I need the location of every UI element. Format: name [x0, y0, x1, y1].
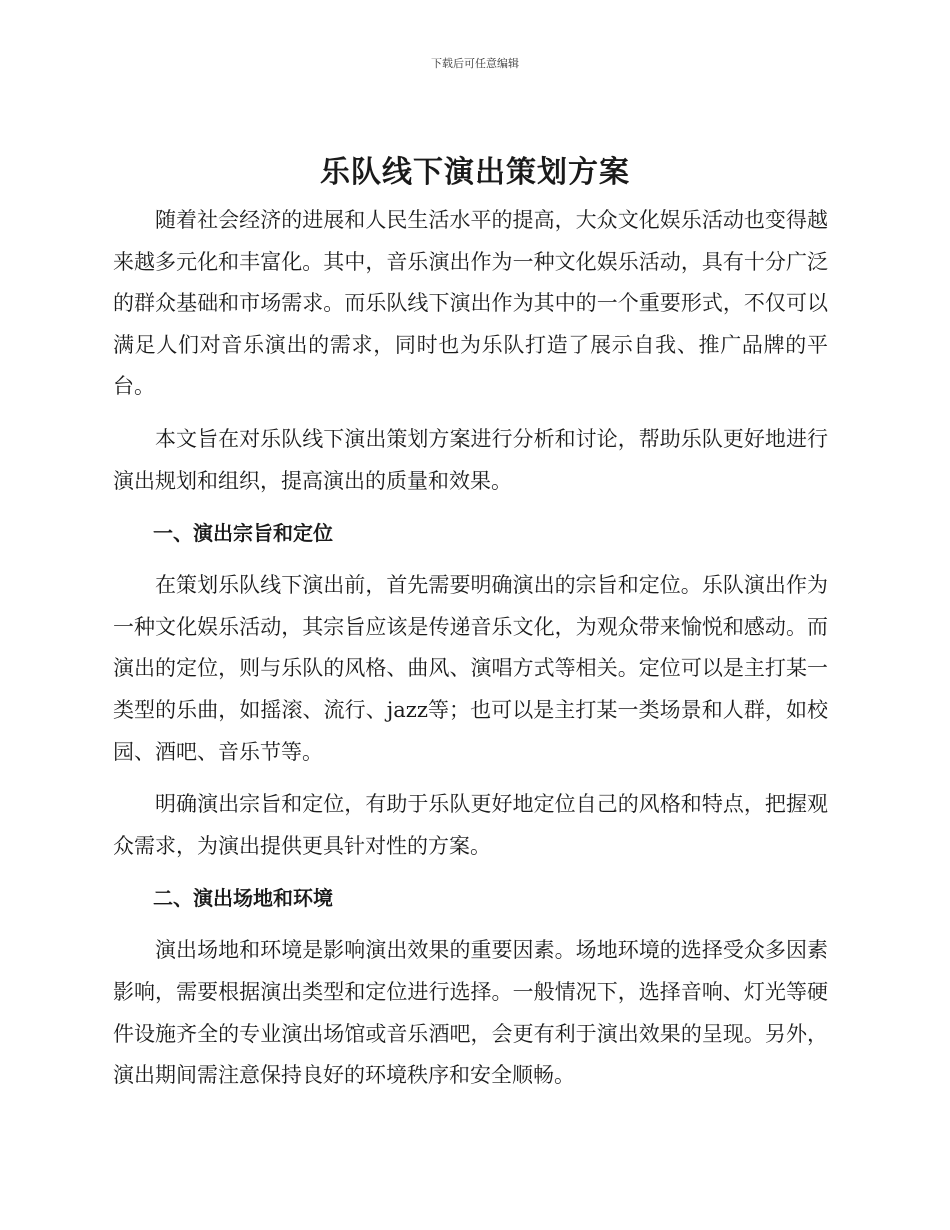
section-heading-venue-environment: 二、演出场地和环境	[153, 886, 333, 911]
document-body	[113, 200, 828, 1108]
document-title: 乐队线下演出策划方案	[320, 155, 630, 190]
section-heading-purpose-positioning: 一、演出宗旨和定位	[153, 521, 333, 546]
paragraph-purpose: 本文旨在对乐队线下演出策划方案进行分析和讨论，帮助乐队更好地进行演出规划和组织，提高演出的质量和效果。	[113, 426, 828, 493]
paragraph-positioning: 在策划乐队线下演出前，首先需要明确演出的宗旨和定位。乐队演出作为一种文化娱乐活动，其宗旨应该是传递音乐文化，为观众带来愉悦和感动。而演出的定位，则与乐队的风格、曲风、演唱方式等相关。定位可以是主打某一类型的乐曲，如摇滚、流行、jazz等；也可以是主打某一类场景和人群，如校园、酒吧、音乐节等。	[113, 573, 828, 764]
paragraph-venue: 演出场地和环境是影响演出效果的重要因素。场地环境的选择受众多因素影响，需要根据演出类型和定位进行选择。一般情况下，选择音响、灯光等硬件设施齐全的专业演出场馆或音乐酒吧，会更有利于演出效果的呈现。另外，演出期间需注意保持良好的环境秩序和安全顺畅。	[113, 938, 828, 1088]
header-note: 下载后可任意编辑	[431, 57, 519, 70]
paragraph-positioning-benefit: 明确演出宗旨和定位，有助于乐队更好地定位自己的风格和特点，把握观众需求，为演出提供更具针对性的方案。	[113, 792, 828, 858]
paragraph-intro: 随着社会经济的进展和人民生活水平的提高，大众文化娱乐活动也变得越来越多元化和丰富化。其中，音乐演出作为一种文化娱乐活动，具有十分广泛的群众基础和市场需求。而乐队线下演出作为其中的一个重要形式，不仅可以满足人们对音乐演出的需求，同时也为乐队打造了展示自我、推广品牌的平台。	[113, 208, 828, 399]
